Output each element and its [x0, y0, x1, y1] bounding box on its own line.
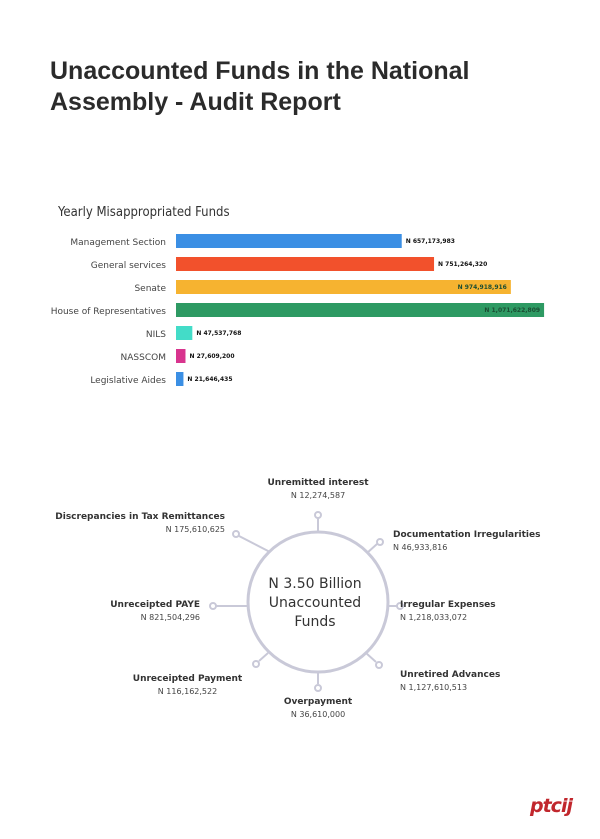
node-amount: N 175,610,625 [165, 525, 225, 534]
node-overpayment [258, 697, 378, 719]
category-label-general-services: General services [90, 261, 166, 271]
value-label-nasscom: N 27,609,200 [189, 353, 235, 360]
category-label-senate: Senate [134, 284, 166, 294]
spoke-documentation [367, 544, 377, 553]
node-irregular-expenses [400, 600, 496, 622]
spoke-tax-discrepancies [239, 536, 270, 552]
spoke-end-unremitted-interest [315, 512, 321, 518]
node-amount: N 36,610,000 [290, 710, 346, 719]
category-label-house-of-representatives: House of Representatives [50, 307, 166, 317]
node-unretired-advances [400, 670, 500, 692]
node-documentation-irregularities [393, 530, 540, 552]
spoke-end-overpayment [315, 685, 321, 691]
node-label: Unremitted interest [267, 478, 369, 488]
category-label-nils: NILS [145, 330, 166, 340]
value-label-nils: N 47,537,768 [196, 330, 242, 337]
bar-chart-title: Yearly Misappropriated Funds [58, 205, 230, 220]
spoke-unretired-advances [366, 653, 376, 662]
hub-line-1: N 3.50 Billion [268, 576, 362, 592]
node-label: Documentation Irregularities [393, 530, 541, 540]
category-label-legislative-aides: Legislative Aides [90, 376, 166, 386]
node-label: Unretired Advances [400, 670, 501, 680]
category-label-management-section: Management Section [70, 238, 166, 248]
value-label-legislative-aides: N 21,646,435 [187, 376, 233, 383]
ptcij-logo: ptcij [530, 795, 572, 817]
value-label-house-of-representatives: N 1,071,622,809 [484, 307, 541, 314]
node-amount: N 1,218,033,072 [400, 613, 468, 622]
category-label-nasscom: NASSCOM [120, 353, 166, 363]
node-amount: N 46,933,816 [393, 543, 448, 552]
node-amount: N 12,274,587 [290, 491, 346, 500]
node-unreceipted-payment [120, 674, 255, 696]
hub-line-2: Unaccounted [268, 595, 362, 611]
spoke-unreceipted-payment [259, 653, 268, 661]
spoke-end-tax-discrepancies [233, 531, 239, 537]
spoke-end-unretired-advances [376, 662, 382, 668]
hub-line-3: Funds [294, 614, 336, 630]
node-label: Unreceipted PAYE [110, 600, 200, 610]
node-label: Discrepancies in Tax Remittances [55, 512, 225, 522]
bar-nasscom [176, 349, 185, 363]
node-amount: N 116,162,522 [157, 687, 218, 696]
node-label: Irregular Expenses [400, 600, 496, 610]
node-amount: N 821,504,296 [140, 613, 200, 622]
value-label-management-section: N 657,173,983 [405, 238, 455, 245]
node-unremitted-interest [258, 478, 378, 500]
bar-nils [176, 326, 192, 340]
node-label: Unreceipted Payment [132, 674, 243, 684]
hub-label [255, 575, 375, 632]
value-label-senate: N 974,918,916 [457, 284, 507, 291]
bar-management-section [176, 234, 402, 248]
bar-chart [0, 230, 600, 400]
node-unreceipted-paye [70, 600, 200, 622]
node-tax-discrepancies [40, 512, 225, 534]
bar-general-services [176, 257, 434, 271]
page-title: Unaccounted Funds in the National Assembly - Audit Report [50, 57, 470, 116]
spoke-end-unreceipted-payment [253, 661, 259, 667]
value-label-general-services: N 751,264,320 [438, 261, 488, 268]
spoke-end-documentation [377, 539, 383, 545]
node-amount: N 1,127,610,513 [400, 683, 468, 692]
bar-legislative-aides [176, 372, 183, 386]
spoke-end-unreceipted-paye [210, 603, 216, 609]
node-label: Overpayment [283, 697, 353, 707]
